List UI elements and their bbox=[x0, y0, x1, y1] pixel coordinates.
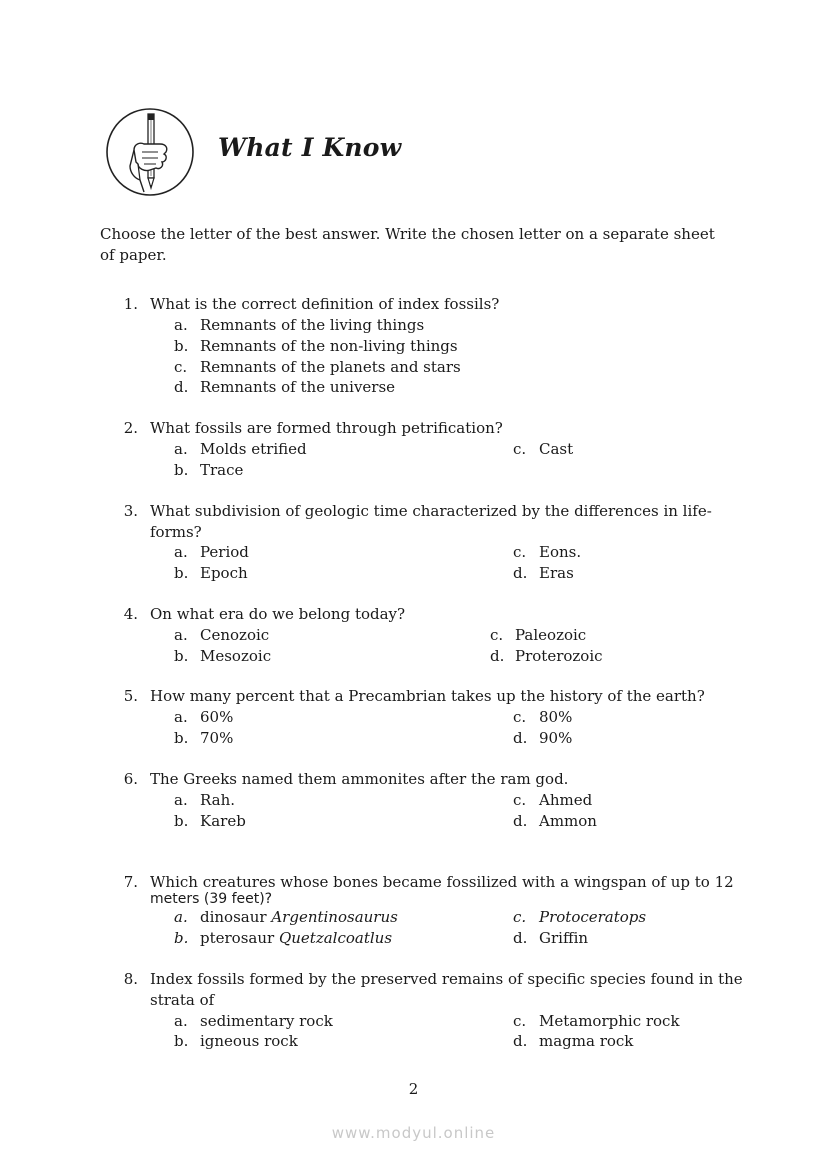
choice-letter: d. bbox=[513, 729, 528, 747]
choice-text: Epoch bbox=[200, 564, 248, 582]
choice-text: Remnants of the living things bbox=[200, 316, 425, 334]
choice-letter: c. bbox=[490, 626, 504, 644]
instruction-text: Choose the letter of the best answer. Write the chosen letter on a separate sheet of paper. bbox=[100, 225, 715, 264]
choice-letter: d. bbox=[513, 812, 528, 830]
choice-letter: d. bbox=[513, 1032, 528, 1050]
choice-text: Cast bbox=[539, 440, 574, 458]
page-number: 2 bbox=[408, 1080, 419, 1098]
choice-text: Remnants of the non-living things bbox=[200, 337, 458, 355]
question-number: 5. bbox=[123, 687, 138, 705]
choice-text: Ahmed bbox=[539, 791, 593, 809]
choice-text: 80% bbox=[539, 708, 573, 726]
choice-text: igneous rock bbox=[200, 1032, 298, 1050]
choice-text: 90% bbox=[539, 729, 573, 747]
choice-text: Molds etrified bbox=[200, 440, 307, 458]
choice-letter: a. bbox=[174, 440, 188, 458]
choice-letter: b. bbox=[174, 647, 189, 665]
choice-letter: c. bbox=[174, 358, 188, 376]
question-number: 2. bbox=[123, 419, 138, 437]
choice-text: Metamorphic rock bbox=[539, 1012, 680, 1030]
choice-text: Period bbox=[200, 543, 249, 561]
question-text: How many percent that a Precambrian takes up the history of the earth? bbox=[150, 687, 705, 705]
choice-letter: a. bbox=[174, 908, 188, 926]
choice-letter: d. bbox=[490, 647, 505, 665]
choice-letter: a. bbox=[174, 626, 188, 644]
watermark: www.modyul.online bbox=[331, 1124, 496, 1142]
choice-text bbox=[200, 907, 398, 928]
hand-holding-pencil-icon bbox=[104, 106, 196, 198]
choice-text: Proterozoic bbox=[515, 647, 603, 665]
question-number: 3. bbox=[123, 502, 138, 520]
choice-letter: a. bbox=[174, 708, 188, 726]
choice-text: magma rock bbox=[539, 1032, 634, 1050]
choice-text: Kareb bbox=[200, 812, 246, 830]
question-text: What subdivision of geologic time characterized by the differences in life- bbox=[150, 502, 712, 520]
choice-text: Rah. bbox=[200, 791, 236, 809]
question-text-continued: strata of bbox=[150, 991, 215, 1009]
choice-letter: a. bbox=[174, 1012, 188, 1030]
choice-text: 60% bbox=[200, 708, 234, 726]
choice-text: Protoceratops bbox=[539, 908, 647, 926]
choice-letter: b. bbox=[174, 337, 189, 355]
choice-text bbox=[200, 928, 392, 949]
section-title: What I Know bbox=[218, 133, 402, 162]
choice-letter: a. bbox=[174, 791, 188, 809]
choice-text: Mesozoic bbox=[200, 647, 272, 665]
question-number: 8. bbox=[123, 970, 138, 988]
choice-letter: b. bbox=[174, 461, 189, 479]
choice-letter: b. bbox=[174, 564, 189, 582]
choice-text: Paleozoic bbox=[515, 626, 587, 644]
choice-letter: d. bbox=[513, 564, 528, 582]
choice-text: 70% bbox=[200, 729, 234, 747]
choice-text-italic: Quetzalcoatlus bbox=[278, 929, 393, 947]
choice-letter: d. bbox=[174, 378, 189, 396]
question-number: 7. bbox=[123, 873, 138, 891]
choice-text: Remnants of the universe bbox=[200, 378, 396, 396]
choice-letter: b. bbox=[174, 1032, 189, 1050]
question-number: 4. bbox=[123, 605, 138, 623]
choice-letter: b. bbox=[174, 812, 189, 830]
choice-text: Cenozoic bbox=[200, 626, 270, 644]
choice-letter: a. bbox=[174, 543, 188, 561]
choice-letter: b. bbox=[174, 929, 189, 947]
choice-text: Eons. bbox=[539, 543, 582, 561]
question-text: What is the correct definition of index fossils? bbox=[150, 295, 500, 313]
choice-letter: b. bbox=[174, 729, 189, 747]
question-text-continued: forms? bbox=[150, 523, 202, 541]
choice-letter: c. bbox=[513, 543, 527, 561]
choice-text: Trace bbox=[200, 461, 244, 479]
question-number: 1. bbox=[123, 295, 138, 313]
choice-letter: c. bbox=[513, 708, 527, 726]
choice-letter: d. bbox=[513, 929, 528, 947]
choice-letter: c. bbox=[513, 440, 527, 458]
choice-text-plain: dinosaur bbox=[200, 908, 267, 926]
question-text: On what era do we belong today? bbox=[150, 605, 406, 623]
choice-letter: c. bbox=[513, 791, 527, 809]
choice-text: Griffin bbox=[539, 929, 589, 947]
choice-text: Remnants of the planets and stars bbox=[200, 358, 461, 376]
question-number: 6. bbox=[123, 770, 138, 788]
choice-text-italic: Argentinosaurus bbox=[271, 908, 398, 926]
choice-letter: a. bbox=[174, 316, 188, 334]
question-text: What fossils are formed through petrification? bbox=[150, 419, 503, 437]
choice-text: Ammon bbox=[539, 812, 597, 830]
choice-text: sedimentary rock bbox=[200, 1012, 333, 1030]
choice-text-plain: pterosaur bbox=[200, 929, 275, 947]
choice-letter: c. bbox=[513, 1012, 527, 1030]
question-text: Index fossils formed by the preserved remains of specific species found in the bbox=[150, 970, 743, 988]
question-text: Which creatures whose bones became fossilized with a wingspan of up to 12 bbox=[150, 873, 734, 891]
question-text: The Greeks named them ammonites after the ram god. bbox=[150, 770, 569, 788]
choice-letter: c. bbox=[513, 908, 527, 926]
choice-text: Eras bbox=[539, 564, 574, 582]
question-text-continued: meters (39 feet)? bbox=[150, 891, 273, 907]
